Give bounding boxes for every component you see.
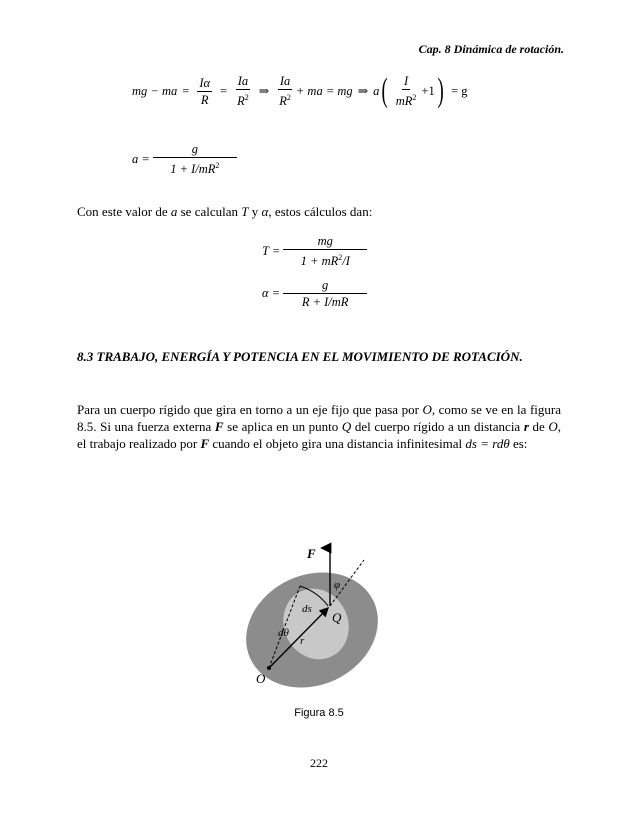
label-dtheta: dθ: [278, 627, 289, 639]
label-ds: ds: [302, 603, 312, 615]
label-r: r: [300, 635, 305, 647]
eq4-fraction: [283, 278, 367, 309]
eq1-right-paren: ): [437, 72, 444, 110]
label-Q: Q: [332, 610, 342, 625]
eq1-f2-num: Ia: [237, 74, 249, 88]
eq1-f3-den: $R^2$: [279, 93, 291, 109]
eq1-equals: =: [182, 83, 190, 98]
eq1-equals-2: =: [220, 83, 228, 98]
eq2-den: $1 + I/mR^2$: [170, 161, 220, 177]
equation-1: [132, 74, 473, 108]
paragraph-1: Con este valor de a se calculan T y α, estos cálculos dan:: [77, 204, 373, 219]
eq1-implies-2: ⇒: [357, 84, 369, 99]
eq2-fraction: [153, 142, 237, 176]
eq1-fraction-1: [197, 76, 212, 107]
eq2-lhs: a =: [132, 151, 150, 166]
eq4-lhs: α =: [262, 286, 281, 300]
eq1-f3-num: Ia: [279, 74, 291, 88]
eq1-f4-den: $mR^2$: [395, 93, 417, 109]
paragraph-2: Para un cuerpo rígido que gira en torno a un eje fijo que pasa por O, como se ve en la figura 8.5. Si una fuerza externa F se aplica en un punto Q del cuerpo rígido a un distancia r de O, el trabajo realizado por F cuando el objeto gira una distancia infinitesimal ds = rdθ es:: [77, 402, 561, 451]
eq1-f1-den: R: [200, 92, 209, 107]
eq3-den: $1 + mR^2/I$: [300, 253, 350, 269]
eq1-fraction-4: [394, 74, 419, 108]
eq4-num: g: [283, 278, 367, 294]
eq1-left-paren: (: [381, 72, 389, 110]
eq4-den: R + I/mR: [301, 295, 349, 309]
origin-point: [267, 666, 271, 670]
chapter-header: Cap. 8 Dinámica de rotación.: [418, 42, 564, 56]
eq1-a: a: [373, 83, 380, 98]
eq1-rhs: = g: [451, 83, 468, 98]
eq1-fraction-2: [235, 74, 251, 108]
label-phi: φ: [334, 579, 341, 591]
label-F: F: [307, 546, 316, 561]
equation-4: [262, 278, 370, 309]
eq1-middle: + ma = mg: [295, 83, 353, 98]
eq3-num: mg: [283, 234, 367, 250]
equation-2: [132, 142, 240, 176]
label-O: O: [256, 671, 266, 686]
figure-caption: Figura 8.5: [294, 707, 344, 719]
figure-rotating-body: [234, 540, 404, 690]
eq1-plus-one: +1: [421, 83, 435, 98]
eq3-fraction: [283, 234, 367, 268]
section-heading: 8.3 TRABAJO, ENERGÍA Y POTENCIA EN EL MOVIMIENTO DE ROTACIÓN.: [77, 349, 523, 364]
eq1-f1-num: Iα: [199, 75, 211, 90]
equation-3: [262, 234, 370, 268]
eq1-f2-den: $R^2$: [237, 93, 249, 109]
eq2-num: g: [153, 142, 237, 158]
eq1-f4-num: I: [404, 74, 409, 88]
eq1-implies: ⇒: [258, 84, 270, 99]
eq1-fraction-3: [277, 74, 293, 108]
eq1-lhs: mg − ma: [132, 83, 178, 98]
eq3-lhs: T =: [262, 243, 281, 258]
page-number: 222: [310, 756, 328, 770]
